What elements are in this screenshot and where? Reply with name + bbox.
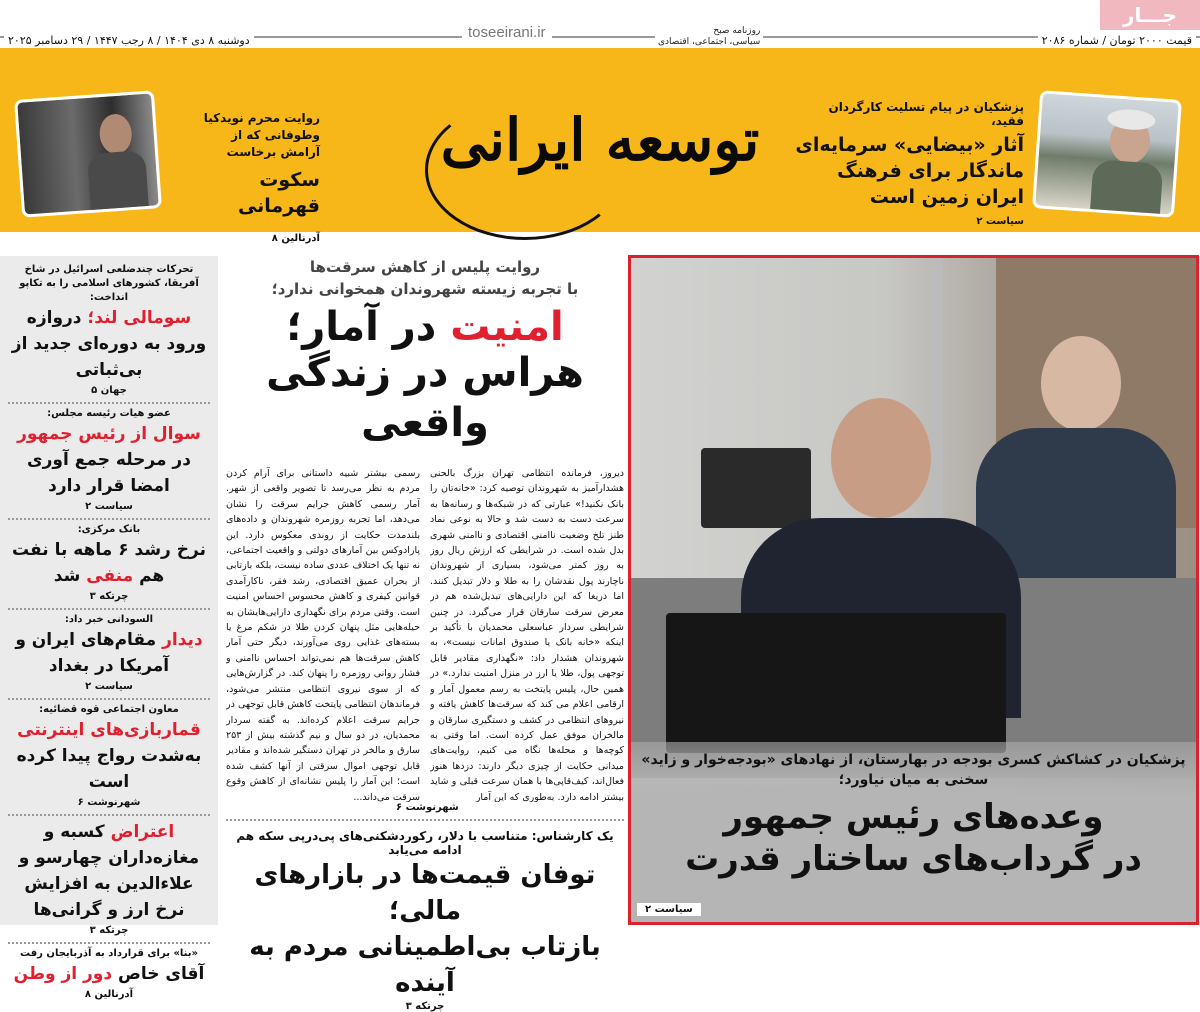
sidebar-kicker: بانک مرکزی: [77, 524, 141, 535]
issue-date: دوشنبه ۸ دی ۱۴۰۴ / ۸ رجب ۱۴۴۷ / ۲۹ دسامبر ۲۰۲۵ [4, 34, 254, 47]
lead-headline[interactable]: هراس در زندگی واقعی [266, 350, 584, 446]
second-ref: چرتکه ۳ [405, 1001, 445, 1012]
sidebar-headline: آقای خاص دور از وطن [13, 964, 205, 984]
sidebar-kicker: تحرکات چندضلعی اسرائیل در شاخ آفریقا، کشورهای اسلامی را به تکاپو انداخت: [19, 264, 199, 303]
promo-lead: روایت محرم نویدکیا وطوفانی که از آرامش برخاست [203, 111, 320, 159]
promo-ref: سیاست ۲ [976, 216, 1024, 227]
website-link[interactable]: toseeirani.ir [462, 24, 552, 41]
sidebar-ref: سیاست ۲ [85, 501, 133, 512]
sidebar-ref: سیاست ۲ [85, 681, 133, 692]
sidebar-kicker: معاون اجتماعی قوه قضائیه: [39, 704, 179, 715]
sidebar-item[interactable] [8, 404, 210, 520]
promo-right[interactable] [794, 100, 1024, 227]
lead-story [226, 256, 624, 1012]
sidebar-news [0, 256, 218, 1000]
sidebar-ref: شهرنوشت ۶ [77, 797, 141, 808]
lead-headline[interactable]: امنیت در آمار؛ [286, 304, 564, 350]
promo-left-photo [14, 90, 162, 217]
sidebar-item[interactable] [8, 260, 210, 404]
divider [226, 819, 624, 821]
newspaper-logo: توسعه ایرانی [440, 106, 760, 174]
sidebar-kicker: السودانی خبر داد: [64, 614, 154, 625]
main-kicker: پزشکیان در کشاکش کسری بودجه در بهارستان، از نهادهای «بودجه‌خوار و زاید» سخنی به میان نیاورد؛ [641, 752, 1186, 788]
sidebar-item[interactable] [8, 520, 210, 610]
sidebar-headline: نرخ رشد ۶ ماهه با نفت هم منفی شد [12, 540, 206, 586]
lead-ref: شهرنوشت ۶ [396, 802, 459, 813]
promo-kicker: پزشکیان در پیام تسلیت کارگردان فقید، [828, 100, 1024, 128]
second-kicker: یک کارشناس: متناسب با دلار، رکوردشکنی‌های پی‌درپی سکه هم ادامه می‌یابد [236, 829, 614, 857]
promo-ref: آدرنالین ۸ [271, 233, 320, 244]
main-story[interactable] [628, 255, 1199, 925]
sidebar-headline: سومالی لند؛ دروازه ورود به دوره‌ای جدید از بی‌ثباتی [11, 308, 207, 380]
lead-kicker: روایت پلیس از کاهش سرقت‌ها [309, 258, 541, 276]
main-ref: سیاست ۲ [637, 903, 701, 916]
second-headline[interactable]: بازتاب بی‌اطمینانی مردم به آینده [249, 932, 601, 998]
sidebar-item[interactable] [8, 944, 210, 1006]
lead-body-col2: رسمی بیشتر شبیه داستانی برای آرام کردن مردم به نظر می‌رسد تا تصویر واقعی از شهر. آمار رسمی کاهش جرایم سرقت را نشان می‌دهد، اما تجربه روزمره شهروندان و داده‌های بلندمدت حکایت از روندی معکوس دارد. این پارادوکس بین آمارهای دولتی و واقعیت اجتماعی، نه تنها یک اختلاف عددی ساده نیست، بلکه بازتابی از بحران عمیق اقتصادی، رشد فقر، ناکارآمدی قوانین کیفری و کاهش محسوس احساس امنیت است. وقتی مردم برای نگهداری دارایی‌هایشان به حیله‌هایی مثل پنهان کردن طلا در شکم مرغ یا بسته‌های غذایی روی می‌آورند، دیگر حتی آمار کاهش سرقت‌ها هم نمی‌تواند احساس ناامنی و فشار روانی روزمره را پنهان کند. در گزارش‌هایی که از سوی نیروی انتظامی منتشر می‌شود، فرماندهان انتظامی پایتخت کاهش قابل توجهی در جرایم سرقت اعلام کرده‌اند. به گفته سردار محمدیان، در دو سال و نیم گذشته بیش از ۲۵۳ سارق و مالخر در تهران دستگیر شده‌اند و مقادیر قابل توجهی اموال سرقتی از آنها کشف شده است؛ این آمار را پلیس نشانه‌ای از کاهش وقوع سرقت می‌داند... [226, 468, 420, 802]
promo-right-photo [1032, 90, 1182, 218]
second-headline[interactable]: توفان قیمت‌ها در بازارهای مالی؛ [254, 860, 596, 926]
sidebar-kicker: عضو هیات رئیسه مجلس: [47, 408, 171, 419]
main-headline[interactable]: وعده‌های رئیس جمهور [723, 797, 1104, 837]
promo-left[interactable] [200, 110, 320, 244]
main-caption [631, 742, 1196, 922]
promo-title: سکوت قهرمانی [237, 169, 320, 217]
price-issue: قیمت ۲۰۰۰ تومان / شماره ۲۰۸۶ [1038, 34, 1196, 47]
jaar-badge: جـــار [1100, 0, 1200, 30]
sidebar-item[interactable] [8, 700, 210, 816]
sidebar-ref: چرتکه ۳ [89, 591, 129, 602]
sidebar-item[interactable] [8, 610, 210, 700]
sidebar-ref: چرتکه ۳ [89, 925, 129, 936]
lead-kicker: با تجربه زیسته شهروندان همخوانی ندارد؛ [271, 280, 579, 298]
sidebar-kicker: «بنا» برای قرارداد به آذربایجان رفت [20, 948, 198, 959]
sidebar-headline: اعتراض کسبه و مغازه‌داران چهارسو و علاءالدین به افزایش نرخ ارز و گرانی‌ها [18, 822, 200, 920]
tagline: روزنامه صبح سیاسی، اجتماعی، اقتصادی [655, 26, 763, 48]
sidebar-headline: دیدار مقام‌های ایران و آمریکا در بغداد [15, 630, 203, 676]
main-headline[interactable]: در گرداب‌های ساختار قدرت [685, 839, 1142, 879]
promo-title: آثار «بیضایی» سرمایه‌ای ماندگار برای فرهنگ ایران زمین است [795, 134, 1024, 208]
sidebar-headline: قماربازی‌های اینترنتی به‌شدت رواج پیدا کرده است [16, 720, 202, 792]
sidebar-ref: جهان ۵ [91, 385, 127, 396]
sidebar-headline: سوال از رئیس جمهور در مرحله جمع آوری امضا قرار دارد [17, 424, 201, 496]
lead-body-col1: دیروز، فرمانده انتظامی تهران بزرگ بالحنی هشدارآمیز به شهروندان توصیه کرد: «خانه‌تان را بانک نکنید!» عبارتی که در شبکه‌ها و رسانه‌ها به سرعت دست به دست شد و حالا به نوعی نماد طنز تلخ وضعیت ناامنی اقتصادی و ناامنی شهری بدل شده است. در شرایطی که ارزش ریال روز به روز کمتر می‌شود، بسیاری از شهروندان ناچارند پول نقدشان را به طلا و دلار تبدیل کنند. اما دریغا که این دارایی‌های تبدیل‌شده هم در معرض سرقت سارقان قرار می‌گیرد. در چنین شرایطی سردار عباسعلی محمدیان با تأکید بر اینکه «خانه بانک یا صندوق امانات نیست»، به شهروندان هشدار داد: «نگهداری مقادیر قابل توجهی پول، طلا یا ارز در منزل امنیت ندارد.» در همین حال، پلیس پایتخت به رسم معمول آمار و ارقامی اعلام می کند که سرقت‌ها کاهش یافته و نیروهای انتظامی در کشف و دستگیری سارقان و مالخران موفق عمل کرده است. اما وقتی به کوچه‌ها و محله‌ها نگاه می کنیم، روایت‌های میدانی حکایت از چیزی دیگر دارند: دزدها هنوز فعال‌اند، کیف‌قاپی‌ها با همان سرعت قبلی و شاید بیشتر ادامه دارد. به‌طوری که این آمار [430, 468, 624, 802]
sidebar-ref: آدرنالین ۸ [84, 989, 134, 1000]
